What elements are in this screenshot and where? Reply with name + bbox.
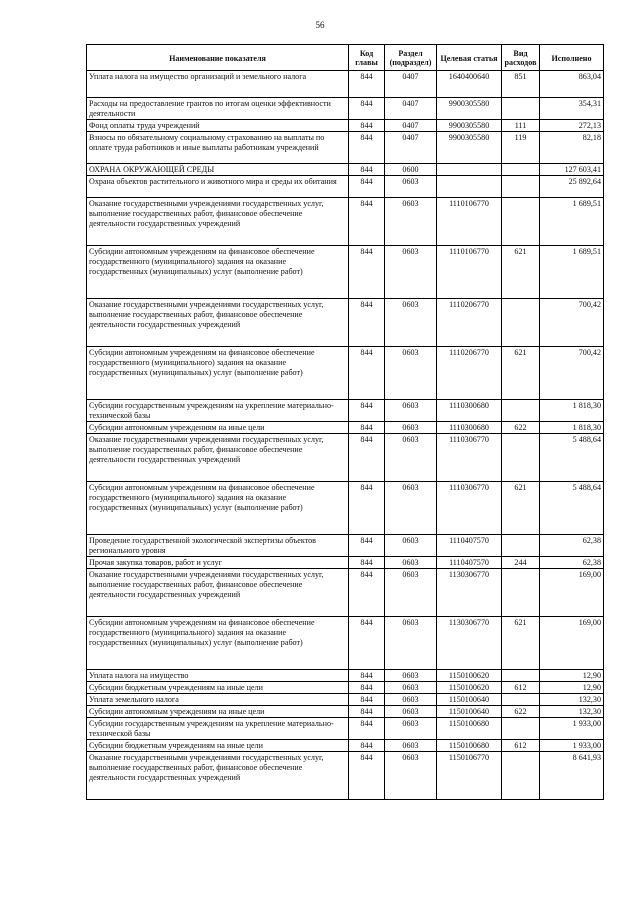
table-cell-code: 844 — [349, 740, 385, 752]
table-cell-section: 0603 — [385, 694, 437, 706]
table-cell-code: 844 — [349, 176, 385, 198]
header-row — [87, 45, 604, 71]
table-cell-section: 0407 — [385, 71, 437, 98]
table-cell-section: 0603 — [385, 569, 437, 617]
table-cell-section: 0603 — [385, 434, 437, 482]
table-cell-name: Субсидии автономным учреждениям на финансовое обеспечение государственного (муниципального) задания на оказание государственных (муниципальных) услуг (выполнение работ) — [87, 482, 349, 535]
budget-table — [86, 44, 604, 800]
header-name: Наименование показателя — [87, 45, 349, 71]
table-cell-name: Оказание государственными учреждениями государственных услуг, выполнение государственных работ, финансовое обеспечение деятельности государственных учреждений — [87, 299, 349, 347]
table-cell-done: 5 488,64 — [540, 482, 604, 535]
table-cell-kind — [502, 718, 540, 740]
table-cell-kind: 622 — [502, 422, 540, 434]
table-cell-name: Фонд оплаты труда учреждений — [87, 120, 349, 132]
table-cell-kind: 621 — [502, 347, 540, 400]
table-cell-done: 5 488,64 — [540, 434, 604, 482]
table-cell-section: 0407 — [385, 120, 437, 132]
table-row — [87, 198, 604, 246]
table-cell-code: 844 — [349, 482, 385, 535]
header-code: Код главы — [349, 45, 385, 71]
table-cell-done: 169,00 — [540, 617, 604, 670]
table-cell-target: 1110300680 — [437, 400, 502, 422]
table-cell-name: Уплата земельного налога — [87, 694, 349, 706]
table-cell-kind: 244 — [502, 557, 540, 569]
table-row — [87, 670, 604, 682]
table-cell-code: 844 — [349, 535, 385, 557]
table-cell-section: 0603 — [385, 400, 437, 422]
table-cell-kind: 119 — [502, 132, 540, 164]
table-cell-target: 1110300680 — [437, 422, 502, 434]
table-row — [87, 120, 604, 132]
table-cell-target: 9900305580 — [437, 132, 502, 164]
table-cell-done: 1 933,00 — [540, 718, 604, 740]
table-row — [87, 617, 604, 670]
table-cell-code: 844 — [349, 71, 385, 98]
table-cell-code: 844 — [349, 198, 385, 246]
table-cell-code: 844 — [349, 718, 385, 740]
table-cell-name: Субсидии автономным учреждениям на иные цели — [87, 706, 349, 718]
header-done: Исполнено — [540, 45, 604, 71]
table-cell-kind — [502, 299, 540, 347]
table-cell-name: Уплата налога на имущество — [87, 670, 349, 682]
table-row — [87, 246, 604, 299]
table-cell-done: 132,30 — [540, 706, 604, 718]
table-cell-section: 0603 — [385, 176, 437, 198]
table-cell-done: 12,90 — [540, 670, 604, 682]
table-cell-kind: 621 — [502, 482, 540, 535]
table-row — [87, 98, 604, 120]
table-row — [87, 71, 604, 98]
table-cell-name: Проведение государственной экологической экспертизы объектов регионального уровня — [87, 535, 349, 557]
table-cell-name: Прочая закупка товаров, работ и услуг — [87, 557, 349, 569]
table-cell-section: 0603 — [385, 198, 437, 246]
table-cell-name: Охрана объектов растительного и животного мира и среды их обитания — [87, 176, 349, 198]
table-cell-section: 0407 — [385, 98, 437, 120]
table-row — [87, 718, 604, 740]
table-row — [87, 569, 604, 617]
table-cell-section: 0603 — [385, 670, 437, 682]
table-row — [87, 706, 604, 718]
header-target: Целевая статья — [437, 45, 502, 71]
table-cell-kind: 612 — [502, 682, 540, 694]
table-cell-code: 844 — [349, 670, 385, 682]
table-cell-kind: 851 — [502, 71, 540, 98]
table-cell-target: 1110407570 — [437, 535, 502, 557]
table-cell-kind: 622 — [502, 706, 540, 718]
table-cell-code: 844 — [349, 400, 385, 422]
table-cell-kind: 612 — [502, 740, 540, 752]
table-cell-kind: 621 — [502, 246, 540, 299]
table-cell-code: 844 — [349, 98, 385, 120]
table-cell-name: Субсидии автономным учреждениям на финансовое обеспечение государственного (муниципального) задания на оказание государственных (муниципальных) услуг (выполнение работ) — [87, 246, 349, 299]
header-kind: Вид расходов — [502, 45, 540, 71]
table-cell-target: 1110106770 — [437, 246, 502, 299]
table-cell-name: Субсидии автономным учреждениям на финансовое обеспечение государственного (муниципального) задания на оказание государственных (муниципальных) услуг (выполнение работ) — [87, 617, 349, 670]
table-cell-target: 1640400640 — [437, 71, 502, 98]
table-cell-section: 0603 — [385, 299, 437, 347]
table-cell-done: 354,31 — [540, 98, 604, 120]
table-cell-name: Расходы на предоставление грантов по итогам оценки эффективности деятельности — [87, 98, 349, 120]
table-row — [87, 132, 604, 164]
table-cell-done: 700,42 — [540, 347, 604, 400]
table-cell-section: 0603 — [385, 422, 437, 434]
table-cell-name: Субсидии автономным учреждениям на иные цели — [87, 422, 349, 434]
table-cell-target — [437, 176, 502, 198]
table-cell-section: 0603 — [385, 617, 437, 670]
table-cell-name: Субсидии государственным учреждениям на укрепление материально-технической базы — [87, 400, 349, 422]
table-cell-target: 1110306770 — [437, 482, 502, 535]
table-cell-kind: 621 — [502, 617, 540, 670]
table-cell-code: 844 — [349, 246, 385, 299]
table-cell-name: Субсидии автономным учреждениям на финансовое обеспечение государственного (муниципального) задания на оказание государственных (муниципальных) услуг (выполнение работ) — [87, 347, 349, 400]
table-cell-kind — [502, 164, 540, 176]
table-row — [87, 682, 604, 694]
table-cell-done: 1 689,51 — [540, 246, 604, 299]
table-cell-done: 1 818,30 — [540, 400, 604, 422]
table-cell-code: 844 — [349, 434, 385, 482]
table-cell-done: 82,18 — [540, 132, 604, 164]
table-cell-section: 0603 — [385, 347, 437, 400]
table-cell-code: 844 — [349, 347, 385, 400]
table-cell-code: 844 — [349, 617, 385, 670]
table-cell-kind: 111 — [502, 120, 540, 132]
table-cell-name: ОХРАНА ОКРУЖАЮЩЕЙ СРЕДЫ — [87, 164, 349, 176]
table-cell-code: 844 — [349, 682, 385, 694]
table-cell-done: 1 818,30 — [540, 422, 604, 434]
table-cell-target: 1150100640 — [437, 694, 502, 706]
table-cell-target: 1110106770 — [437, 198, 502, 246]
table-cell-done: 1 933,00 — [540, 740, 604, 752]
table-cell-done: 8 641,93 — [540, 752, 604, 800]
table-cell-name: Оказание государственными учреждениями государственных услуг, выполнение государственных работ, финансовое обеспечение деятельности государственных учреждений — [87, 434, 349, 482]
table-cell-done: 62,38 — [540, 557, 604, 569]
table-cell-kind — [502, 98, 540, 120]
table-row — [87, 694, 604, 706]
table-cell-kind — [502, 176, 540, 198]
table-row — [87, 482, 604, 535]
table-cell-target: 1150100620 — [437, 670, 502, 682]
table-cell-section: 0600 — [385, 164, 437, 176]
table-cell-code: 844 — [349, 164, 385, 176]
table-cell-name: Оказание государственными учреждениями государственных услуг, выполнение государственных работ, финансовое обеспечение деятельности государственных учреждений — [87, 752, 349, 800]
table-cell-target: 1110407570 — [437, 557, 502, 569]
table-cell-code: 844 — [349, 132, 385, 164]
table-cell-section: 0603 — [385, 740, 437, 752]
table-cell-code: 844 — [349, 694, 385, 706]
table-cell-name: Уплата налога на имущество организаций и земельного налога — [87, 71, 349, 98]
table-cell-name: Субсидии бюджетным учреждениям на иные цели — [87, 740, 349, 752]
table-cell-section: 0603 — [385, 682, 437, 694]
table-cell-code: 844 — [349, 557, 385, 569]
table-cell-target: 1110306770 — [437, 434, 502, 482]
table-row — [87, 400, 604, 422]
table-cell-target: 1150100640 — [437, 706, 502, 718]
table-cell-code: 844 — [349, 120, 385, 132]
table-cell-done: 700,42 — [540, 299, 604, 347]
table-cell-section: 0603 — [385, 706, 437, 718]
table-cell-kind — [502, 569, 540, 617]
table-cell-done: 12,90 — [540, 682, 604, 694]
table-cell-name: Оказание государственными учреждениями государственных услуг, выполнение государственных работ, финансовое обеспечение деятельности государственных учреждений — [87, 198, 349, 246]
table-cell-kind — [502, 400, 540, 422]
table-row — [87, 557, 604, 569]
table-cell-target: 1150100620 — [437, 682, 502, 694]
table-cell-code: 844 — [349, 422, 385, 434]
table-row — [87, 422, 604, 434]
table-row — [87, 299, 604, 347]
table-cell-kind — [502, 198, 540, 246]
table-cell-done: 272,13 — [540, 120, 604, 132]
table-cell-code: 844 — [349, 569, 385, 617]
table-cell-target: 1150106770 — [437, 752, 502, 800]
table-cell-target: 1150100680 — [437, 718, 502, 740]
table-cell-done: 169,00 — [540, 569, 604, 617]
table-row — [87, 176, 604, 198]
table-cell-target: 1110206770 — [437, 347, 502, 400]
table-cell-done: 127 603,41 — [540, 164, 604, 176]
table-cell-target: 1130306770 — [437, 617, 502, 670]
table-row — [87, 164, 604, 176]
table-cell-done: 863,04 — [540, 71, 604, 98]
table-cell-kind — [502, 670, 540, 682]
table-cell-name: Субсидии бюджетным учреждениям на иные цели — [87, 682, 349, 694]
table-cell-done: 1 689,51 — [540, 198, 604, 246]
table-cell-code: 844 — [349, 752, 385, 800]
table-row — [87, 434, 604, 482]
table-cell-kind — [502, 752, 540, 800]
table-cell-name: Взносы по обязательному социальному страхованию на выплаты по оплате труда работников и иные выплаты работникам учреждений — [87, 132, 349, 164]
table-row — [87, 740, 604, 752]
table-row — [87, 535, 604, 557]
table-cell-target — [437, 164, 502, 176]
table-cell-target: 1110206770 — [437, 299, 502, 347]
table-cell-target: 1130306770 — [437, 569, 502, 617]
table-cell-target: 9900305580 — [437, 98, 502, 120]
table-cell-section: 0603 — [385, 557, 437, 569]
table-cell-code: 844 — [349, 299, 385, 347]
table-cell-section: 0603 — [385, 482, 437, 535]
table-cell-section: 0603 — [385, 718, 437, 740]
table-cell-target: 1150100680 — [437, 740, 502, 752]
table-cell-target: 9900305580 — [437, 120, 502, 132]
page-number: 56 — [315, 20, 325, 30]
table-row — [87, 347, 604, 400]
table-cell-section: 0603 — [385, 752, 437, 800]
table-cell-done: 62,38 — [540, 535, 604, 557]
table-cell-done: 25 892,64 — [540, 176, 604, 198]
table-row — [87, 752, 604, 800]
table-cell-section: 0603 — [385, 535, 437, 557]
table-cell-section: 0407 — [385, 132, 437, 164]
table-cell-code: 844 — [349, 706, 385, 718]
table-cell-name: Оказание государственными учреждениями государственных услуг, выполнение государственных работ, финансовое обеспечение деятельности государственных учреждений — [87, 569, 349, 617]
table-cell-name: Субсидии государственным учреждениям на укрепление материально-технической базы — [87, 718, 349, 740]
table-cell-kind — [502, 694, 540, 706]
table-cell-kind — [502, 434, 540, 482]
header-section: Раздел (подраздел) — [385, 45, 437, 71]
table-cell-section: 0603 — [385, 246, 437, 299]
table-cell-done: 132,30 — [540, 694, 604, 706]
table-cell-kind — [502, 535, 540, 557]
